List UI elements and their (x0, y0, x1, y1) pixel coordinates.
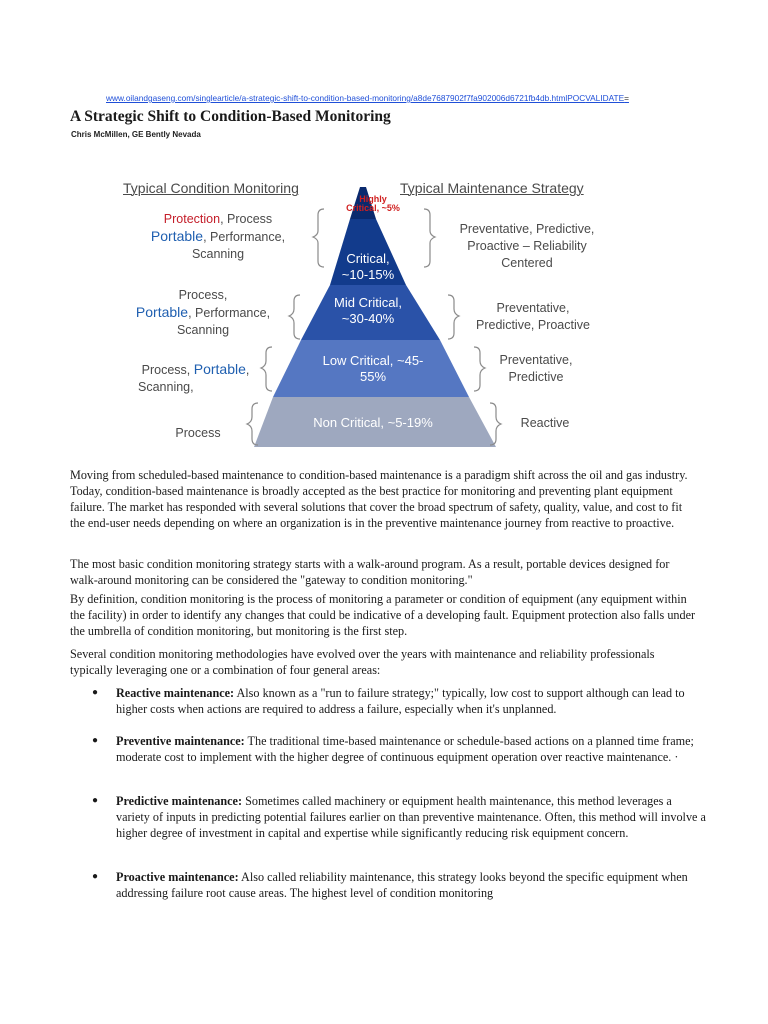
right-label-1-line2: Proactive – Reliability (467, 239, 587, 253)
figure-right-heading: Typical Maintenance Strategy (400, 180, 584, 196)
right-label-3 (486, 352, 586, 386)
right-label-1 (442, 221, 612, 272)
tier-label-critical (318, 251, 418, 283)
left-label-4: Process (175, 426, 221, 440)
right-brace-3 (474, 347, 485, 391)
source-url-link[interactable] (106, 93, 629, 103)
left-label-1-portable: Portable (150, 228, 204, 244)
tier-label-low-line1: Low Critical, ~45- (322, 353, 424, 368)
right-brace-4 (490, 403, 501, 445)
paragraph-4: Several condition monitoring methodologies have evolved over the years with maintenance and reliability professionals typically leveraging one or a combination of four general areas: (70, 647, 655, 677)
right-brace-1 (424, 209, 435, 267)
right-label-3-line1: Preventative, (499, 353, 573, 367)
left-label-1-rest1: , Process (220, 212, 273, 226)
tier-label-low-critical (298, 353, 448, 385)
right-label-1-line3: Centered (501, 256, 553, 270)
bullet-dot: ● (92, 735, 99, 746)
left-label-3-rest: , (245, 363, 250, 377)
left-label-1-rest2: , Performance, (203, 230, 286, 244)
right-label-2-line2: Predictive, Proactive (476, 318, 590, 332)
tier-label-critical-line2: ~10-15% (341, 267, 395, 282)
bullet-dot: ● (92, 687, 99, 698)
article-title: A Strategic Shift to Condition-Based Monitoring (70, 108, 391, 125)
tier-label-non-critical: Non Critical, ~5-19% (313, 415, 433, 430)
left-label-1-line3: Scanning (191, 247, 245, 261)
left-brace-4 (247, 403, 258, 445)
left-label-2 (118, 287, 288, 339)
right-label-2 (463, 300, 603, 334)
tier-label-low-line2: 55% (359, 369, 387, 384)
right-label-3-line2: Predictive (508, 370, 564, 384)
bullet-term: Predictive maintenance: (116, 794, 243, 808)
source-url-tail: VALIDATE (585, 93, 625, 103)
left-label-2-line1: Process, (178, 288, 228, 302)
tier-label-critical-line1: Critical, (346, 251, 390, 266)
paragraph-3: By definition, condition monitoring is the process of monitoring a parameter or condition of equipment (any equipment within the facility) in order to identify any changes that could be indicative of a developing fault. Equipment protection also falls under the umbrella of condition monitoring, but monitoring is the first step. (70, 592, 696, 638)
source-url-main: www.oilandgaseng.com/singlearticle/a-strategic-shift-to-condition-based-monitoring/a8de7687902f7fa902006d6721fb4db.htmlPOC (106, 93, 586, 103)
tier-label-mid-line2: ~30-40% (341, 311, 395, 326)
bullet-text: Also known as a "run to failure strategy;" typically, low cost to support although can lead to higher costs when actions are required to address a failure, especially when it's unplanned. (116, 686, 685, 716)
pyramid-figure (118, 175, 638, 455)
figure-left-heading: Typical Condition Monitoring (123, 180, 299, 196)
tier-label-mid-line1: Mid Critical, (334, 295, 402, 310)
left-label-3-line2: Scanning, (138, 380, 194, 394)
left-label-3-pre: Process, (141, 363, 194, 377)
bullet-dot: ● (92, 871, 99, 882)
left-label-2-line3: Scanning (176, 323, 230, 337)
right-brace-2 (448, 295, 459, 339)
left-label-2-rest2: , Performance, (188, 306, 271, 320)
right-label-1-line1: Preventative, Predictive, (459, 222, 595, 236)
left-label-3-portable: Portable (193, 361, 246, 377)
bullet-dot: ● (92, 795, 99, 806)
bullet-term: Preventive maintenance: (116, 734, 245, 748)
paragraph-2: The most basic condition monitoring strategy starts with a walk-around program. As a result, portable devices designed for walk-around monitoring can be considered the "gateway to condition monitoring." (70, 557, 670, 587)
bullet-term: Proactive maintenance: (116, 870, 239, 884)
bullet-text: The traditional time-based maintenance or schedule-based actions on a planned time frame; moderate cost to implement with the higher degree of continuous equipment operation over reactive maintenance. · (116, 734, 694, 764)
left-label-3 (128, 361, 263, 396)
bullet-term: Reactive maintenance: (116, 686, 235, 700)
bullet-text: Sometimes called machinery or equipment health maintenance, this method leverages a variety of inputs in predicting potential failures earlier on than preventive maintenance. Often, this method will involve a higher degree of investment in capital and expertise while significantly reducing risk equipment concern. (116, 794, 706, 840)
bullet-text: Also called reliability maintenance, this strategy looks beyond the specific equipment when addressing failure root cause areas. The highest level of condition monitoring (116, 870, 688, 900)
left-label-2-portable: Portable (135, 304, 189, 320)
article-byline: Chris McMillen, GE Bently Nevada (71, 130, 201, 139)
left-label-1 (118, 211, 318, 263)
right-label-2-line1: Preventative, (496, 301, 570, 315)
left-label-1-protection: Protection (163, 212, 221, 226)
left-brace-2 (289, 295, 300, 339)
tier-label-highly-critical: Highly Critical, ~5% (346, 194, 400, 213)
right-label-4: Reactive (520, 416, 570, 430)
paragraph-1: Moving from scheduled-based maintenance to condition-based maintenance is a paradigm shift across the oil and gas industry. Today, condition-based maintenance is broadly accepted as the best practice for monitoring and preventing plant equipment failure. The market has responded with several solutions that cover the broad spectrum of safety, quality, value, and cost to fit the end-user needs depending on where an organization is in the preventive maintenance journey from reactive to proactive. (70, 468, 688, 530)
tier-label-mid-critical (308, 295, 428, 327)
source-url-suffix: = (624, 93, 629, 103)
